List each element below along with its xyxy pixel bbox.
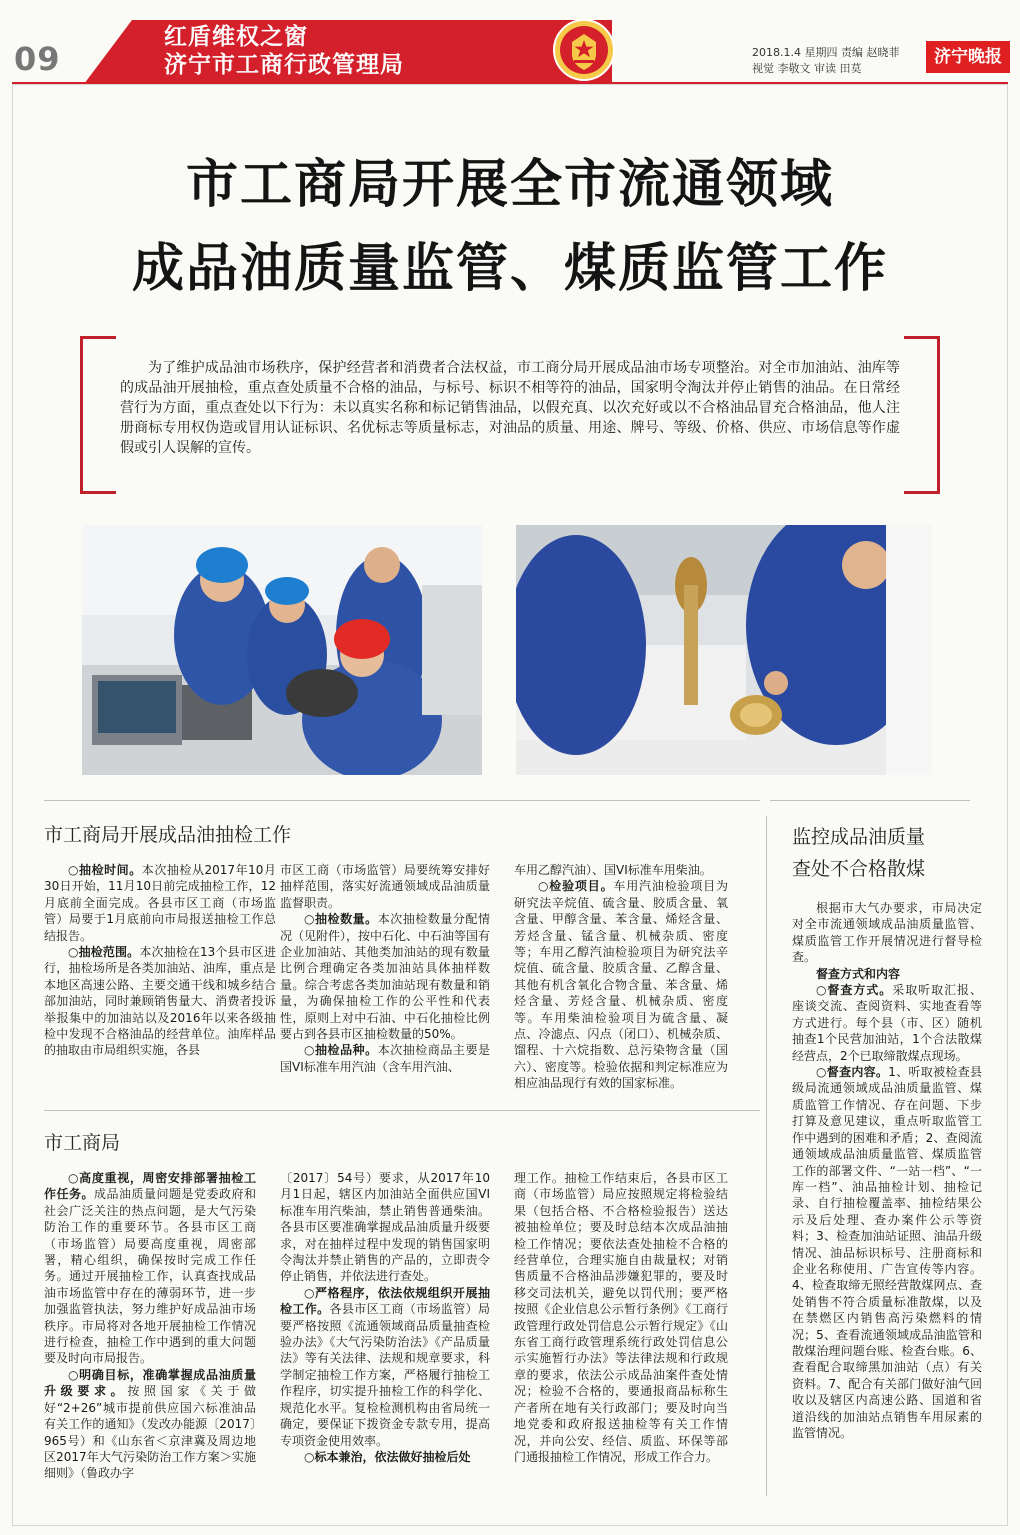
paragraph-text: 成品油质量问题是党委政府和社会广泛关注的热点问题，是大气污染防治工作的重要环节。各县市区工商（市场监管）局要高度重视，周密部署，精心组织，确保按时完成工作任务。通过开展抽检工作，认真查找成品油市场监管中存在的薄弱环节，进一步加强监管执法，努力维护好成品油市场秩序。市局将对各地开展抽检工作情况进行检查，抽检工作中遇到的重大问题要及时向市局报告。: [44, 1187, 256, 1366]
section-2-title: 市工商局: [44, 1132, 121, 1154]
paragraph: [792, 982, 982, 1064]
paragraph-text: 各县市区工商（市场监管）局要严格按照《流通领域商品质量抽查检验办法》《大气污染防治法》《产品质量法》等有关法律、法规和规章要求，科学制定抽检工作方案，严格履行抽检工作程序，切实提升抽检工作的科学化、规范化水平。复检检测机构由省局统一确定，要保证下拨资金专款专用，提高专项资金使用效率。: [280, 1302, 490, 1448]
issue-date-editor: 2018.1.4 星期四 责编 赵晓菲: [752, 46, 900, 59]
paragraph: [514, 862, 728, 878]
paragraph-lead: ○高度重视，周密安排部署抽检工作任务。: [44, 1171, 256, 1202]
paragraph: [792, 1064, 982, 1441]
divider: [44, 1110, 760, 1111]
paragraph-text: 本次抽检在13个县市区进行，抽检场所是各类加油站、油库，重点是本地区高速公路、主要交通干线和城乡结合部加油站，同时兼顾销售量大、消费者投诉举报集中的加油站以及2016年以来各级抽检中发现不合格油品的经营单位。油库样品的抽取由市局组织实施，各县: [44, 945, 276, 1058]
intro-bracket-left: [80, 336, 116, 494]
divider: [44, 800, 760, 801]
column-title: 红盾维权之窗: [164, 24, 308, 50]
paragraph: [44, 862, 276, 944]
intro-paragraph: 为了维护成品油市场秩序，保护经营者和消费者合法权益，市工商分局开展成品油市场专项整治。对全市加油站、油库等的成品油开展抽检，重点查处质量不合格的油品，与标号、标识不相等符的油品，国家明令淘汰并停止销售的油品。在日常经营行为方面，重点查处以下行为：未以真实名称和标记销售油品，以假充真、以次充好或以不合格油品冒充合格油品，他人注册商标专用权伪造或冒用认证标识、名优标志等质量标志，对油品的质量、用途、牌号、等级、价格、供应、市场信息等作虚假或引人误解的宣传。: [120, 360, 900, 456]
paragraph: [44, 1170, 256, 1367]
paragraph-lead: ○抽检时间。: [68, 863, 142, 877]
newspaper-logo: 济宁晚报: [926, 41, 1010, 73]
paragraph-text: 车用汽油检验项目为研究法辛烷值、硫含量、胶质含量、氧含量、甲醇含量、苯含量、烯烃含量、芳烃含量、锰含量、机械杂质、密度等；车用乙醇汽油检验项目为研究法辛烷值、硫含量、胶质含量、乙醇含量、其他有机含氧化合物含量、苯含量、烯烃含量、芳烃含量、机械杂质、密度等。车用柴油检验项目为硫含量、凝点、冷滤点、闪点（闭口）、机械杂质、馏程、十六烷指数、总污染物含量（国六）、密度等。检验依据和判定标准应为相应油品现行有效的国家标准。: [514, 879, 728, 1091]
paragraph-lead: ○明确目标，准确掌握成品油质量升级要求。: [44, 1367, 256, 1399]
paragraph-text: 理工作。抽检工作结束后，各县市区工商（市场监管）局应按照规定将检验结果（包括合格、不合格检验报告）送达被抽检单位；要及时总结本次成品油抽检工作情况；要依法查处抽检不合格的经营单位，合理实施自由裁量权；对销售质量不合格油品涉嫌犯罪的，要及时移交司法机关，避免以罚代刑；要严格按照《企业信息公示暂行条例》《工商行政管理行政处罚信息公示暂行规定》《山东省工商行政管理系统行政处罚信息公示实施暂行办法》等法律法规和行政规章的要求，依法公示成品油案件查处情况；检验不合格的，要通报商品标称生产者所在地有关行政部门；要及时向当地党委和政府报送抽检等有关工作情况，并向公安、经信、质监、环保等部门通报抽检工作情况，形成工作合力。: [514, 1171, 728, 1464]
banner-notch: [84, 20, 132, 84]
paragraph-text: 市区工商（市场监管）局要统筹安排好抽样范围，落实好流通领域成品油质量监督职责。: [280, 863, 490, 910]
paragraph-lead: ○严格程序，依法依规组织开展抽检工作。: [280, 1285, 490, 1317]
paragraph-lead: ○抽检范围。: [68, 945, 140, 960]
paragraph: [280, 1449, 490, 1465]
paragraph-text: 按照国家《关于做好“2+26”城市提前供应国六标准油品有关工作的通知》（发改办能源〔2017〕965号）和《山东省＜京津冀及周边地区2017年大气污染防治工作方案＞实施细则》（鲁政办字: [44, 1384, 256, 1481]
section-1-column-1: [44, 862, 276, 1059]
paragraph-lead: ○督查方式。: [816, 983, 893, 998]
sidebar-divider: [766, 816, 767, 1496]
intro-bracket-right: [904, 336, 940, 494]
section-2-column-2: [280, 1170, 490, 1465]
paragraph: [514, 1170, 728, 1465]
paragraph-lead: ○督查内容。: [816, 1065, 889, 1080]
section-1-title: 市工商局开展成品油抽检工作: [44, 824, 292, 846]
paragraph: [514, 878, 728, 1091]
paragraph-lead: ○抽检品种。: [304, 1043, 378, 1058]
paragraph-text: 本次抽检从2017年10月30日开始，11月10日前完成抽检工作，12月底前全面完成。各县市区工商（市场监管）局要于1月底前向市局报送抽检工作总结报告。: [44, 863, 276, 943]
photo-inspectors-sampling-oil: [516, 525, 932, 775]
paragraph-lead: ○标本兼治，依法做好抽检后处: [304, 1449, 471, 1464]
divider: [770, 800, 970, 801]
headline-line-1: 市工商局开展全市流通领域: [185, 155, 834, 215]
header-rule: [12, 82, 1008, 84]
sidebar-title-line-2: 查处不合格散煤: [792, 858, 926, 880]
issue-staff: 视觉 李敬文 审读 田莫: [752, 62, 862, 75]
section-1-column-2: [280, 862, 490, 1075]
section-1-column-3: [514, 862, 728, 1092]
aic-emblem-icon: [552, 18, 616, 82]
paragraph-text: 采取听取汇报、座谈交流、查阅资料、实地查看等方式进行。每个县（市、区）随机抽查1个民营加油站，1个合法散煤经营点，2个已取缔散煤点现场。: [792, 983, 982, 1063]
paragraph: [280, 1042, 490, 1075]
section-2-column-1: [44, 1170, 256, 1482]
page-number: 09: [14, 40, 61, 78]
paragraph: [280, 862, 490, 911]
paragraph-lead: ○抽检数量。: [304, 912, 378, 927]
headline-line-2: 成品油质量监管、煤质监管工作: [131, 239, 888, 299]
sidebar-body: [792, 900, 982, 1441]
paragraph-text: 本次抽检数量分配情况（见附件），按中石化、中石油等国有企业加油站、其他类加油站的现有数量比例合理确定各类加油站具体抽样数量。综合考虑各类加油站现有数量和销量，为确保抽检工作的公平性和代表性，原则上对中石油、中石化抽检比例要占到各县市区抽检数量的50%。: [280, 912, 491, 1042]
section-2-column-3: [514, 1170, 728, 1465]
sidebar-items: [792, 982, 982, 1441]
paragraph-text: 〔2017〕54号）要求，从2017年10月1日起，辖区内加油站全面供应国VI标准车用汽柴油，禁止销售普通柴油。各县市区要准确掌握成品油质量升级要求，对在抽样过程中发现的销售国家明令淘汰并禁止销售的产品的，立即责令停止销售，并依法进行查处。: [280, 1171, 490, 1284]
paragraph: [280, 1170, 490, 1285]
paragraph-text: 车用乙醇汽油）、国VI标准车用柴油。: [514, 863, 712, 877]
photo-inspectors-at-computer: [82, 525, 482, 775]
paragraph: [44, 944, 276, 1059]
paragraph: [280, 911, 490, 1042]
paragraph: [280, 1285, 490, 1449]
column-subtitle: 济宁市工商行政管理局: [164, 52, 404, 78]
paragraph-lead: ○检验项目。: [538, 879, 614, 894]
paragraph: [44, 1367, 256, 1482]
sidebar-intro: 根据市大气办要求，市局决定对全市流通领域成品油质量监管、煤质监管工作开展情况进行督导检查。: [792, 901, 982, 965]
sidebar-title-line-1: 监控成品油质量: [792, 826, 926, 848]
sidebar-subhead: 督查方式和内容: [816, 966, 901, 981]
paragraph-text: 本次抽检商品主要是国VI标准车用汽油（含车用汽油、: [280, 1043, 490, 1074]
paragraph-text: 1、听取被检查县级局流通领域成品油质量监管、煤质监管工作情况、存在问题、下步打算及意见建议，重点听取监管工作中遇到的困难和矛盾；2、查阅流通领域成品油质量监管、煤质监管工作的部署文件、“一站一档”、“一库一档”、油品抽检计划、抽检记录、自行抽检覆盖率、抽检结果公示及后处理、查办案件公示等资料；3、检查加油站证照、油品升级情况、油品标识标号、注册商标和企业名称使用、广告宣传等内容。4、检查取缔无照经营散煤网点、查处销售不符合质量标准散煤，以及在禁燃区内销售高污染燃料的情况；5、查看流通领域成品油监管和散煤治理问题台账、检查台账。6、查看配合取缔黑加油站（点）有关资料。7、配合有关部门做好油气回收以及辖区内高速公路、国道和省道沿线的加油站点销售车用尿素的监管情况。: [792, 1065, 982, 1440]
